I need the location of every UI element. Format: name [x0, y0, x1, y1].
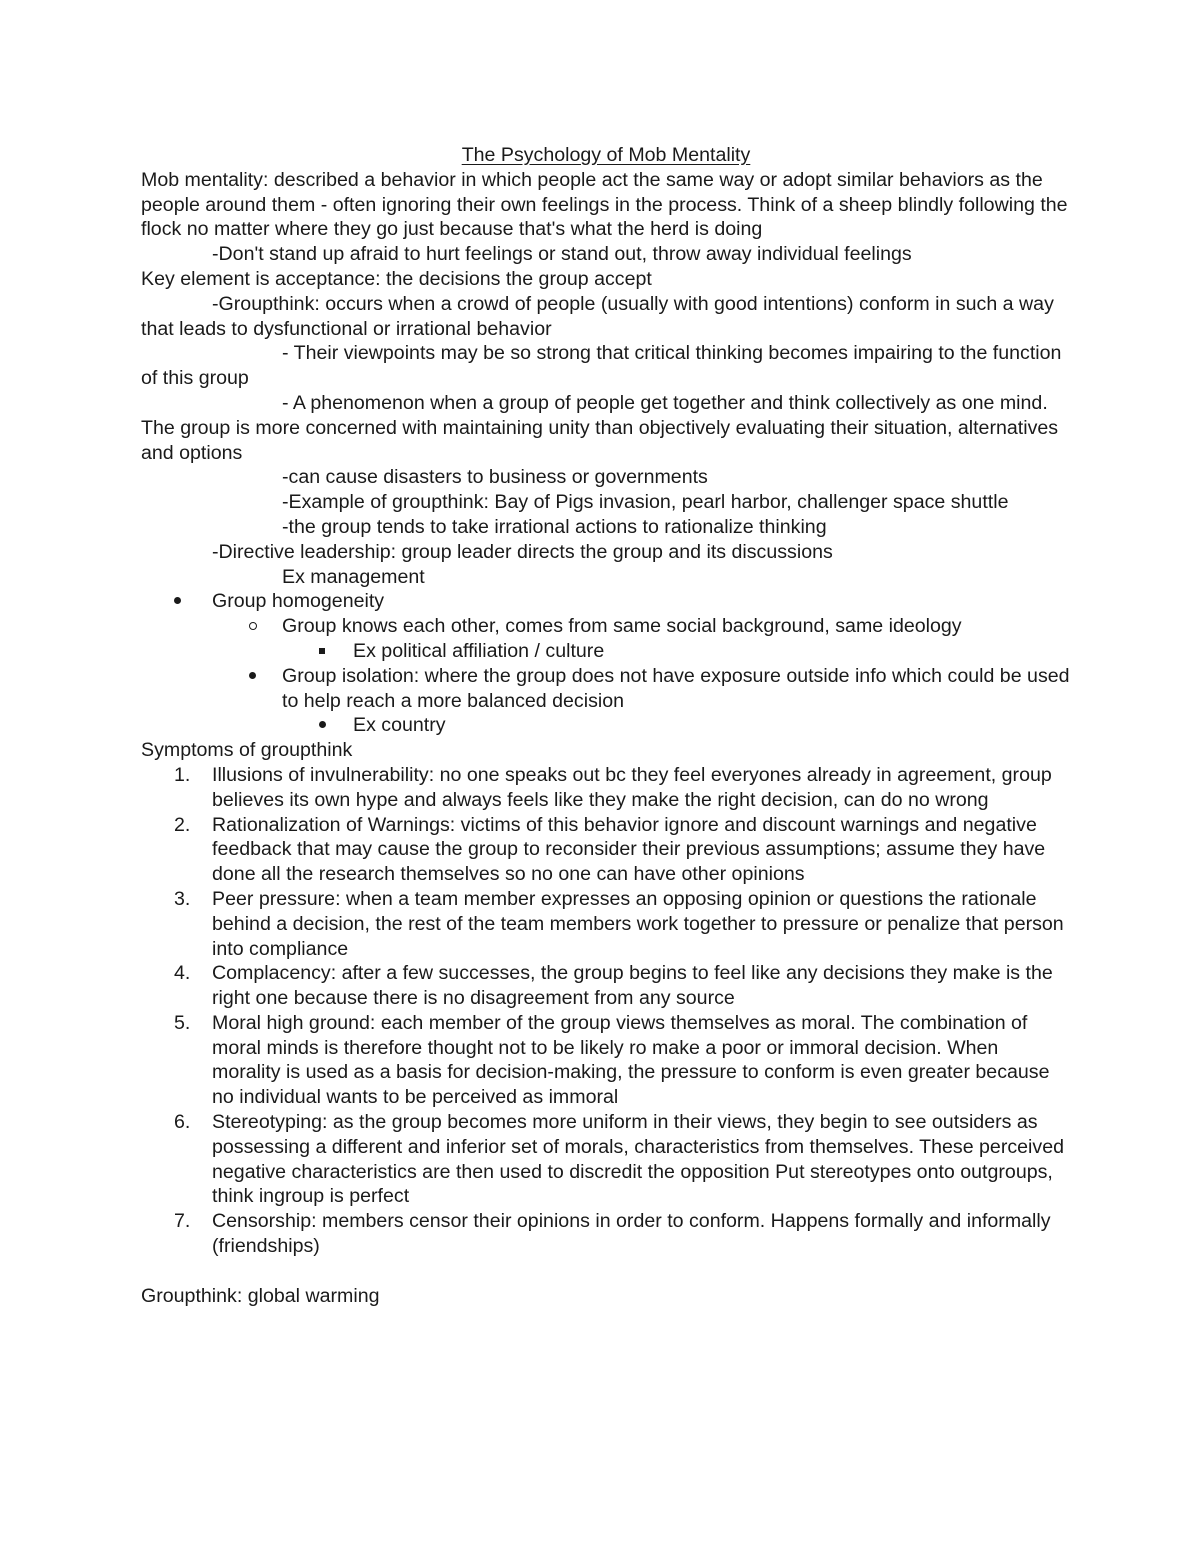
groupthink-point: - A phenomenon when a group of people get together and think collectively as one mind. The group is more concerned with maintaining unity than objectively evaluating their situation, alternatives and options	[141, 391, 1059, 464]
bullet-dot-icon	[174, 589, 181, 614]
symptoms-heading: Symptoms of groupthink	[141, 739, 353, 762]
intro-paragraph: Mob mentality: described a behavior in which people act the same way or adopt similar behaviors as the people around them - often ignoring their own feelings in the process. Think of a sheep blindly following the flock no matter where they go just because that's what the herd is doing	[141, 168, 1068, 241]
bullet-item	[141, 664, 1071, 714]
symptom-number: 7.	[174, 1210, 191, 1233]
directive-example: Ex management	[282, 565, 425, 588]
symptom-item	[141, 887, 1071, 961]
symptom-text: Complacency: after a few successes, the group begins to feel like any decisions they make is the right one because there is no disagreement from any source	[212, 962, 1053, 1010]
symptom-item	[141, 961, 1071, 1011]
symptom-item	[141, 1011, 1071, 1110]
blank-line	[141, 1259, 1071, 1284]
symptom-item	[141, 763, 1071, 813]
symptom-number: 5.	[174, 1011, 191, 1034]
note-dont-stand: -Don't stand up afraid to hurt feelings or stand out, throw away individual feelings	[212, 243, 912, 266]
symptom-item	[141, 813, 1071, 887]
bullet-item	[141, 639, 1071, 664]
key-element-line: Key element is acceptance: the decisions the group accept	[141, 267, 652, 290]
symptom-number: 6.	[174, 1111, 191, 1134]
groupthink-point: -the group tends to take irrational actions to rationalize thinking	[282, 515, 827, 538]
symptom-number: 1.	[174, 763, 191, 786]
symptom-number: 2.	[174, 813, 191, 836]
page-title: The Psychology of Mob Mentality	[461, 144, 751, 166]
groupthink-point: -Example of groupthink: Bay of Pigs invasion, pearl harbor, challenger space shuttle	[282, 491, 1009, 514]
symptom-text: Stereotyping: as the group becomes more uniform in their views, they begin to see outsiders as possessing a different and inferior set of morals, characteristics from themselves. These perceived negative characteristics are then used to discredit the opposition Put stereotypes onto outgroups, think ingroup is perfect	[212, 1111, 1064, 1208]
groupthink-point: -can cause disasters to business or governments	[282, 466, 708, 489]
bullet-square-icon	[319, 639, 325, 664]
document-page	[141, 143, 1071, 1308]
bullet-item	[141, 614, 1071, 639]
groupthink-point: - Their viewpoints may be so strong that critical thinking becomes impairing to the function of this group	[141, 342, 1062, 390]
groupthink-definition: -Groupthink: occurs when a crowd of people (usually with good intentions) conform in such a way that leads to dysfunctional or irrational behavior	[141, 292, 1054, 340]
directive-leadership: -Directive leadership: group leader directs the group and its discussions	[212, 540, 833, 563]
bullet-dot-icon	[319, 713, 326, 738]
bullet-text: Group isolation: where the group does not have exposure outside info which could be used to help reach a more balanced decision	[282, 664, 1070, 712]
symptom-text: Censorship: members censor their opinions in order to conform. Happens formally and informally (friendships)	[212, 1210, 1051, 1258]
bullet-item	[141, 589, 1071, 614]
symptom-text: Moral high ground: each member of the group views themselves as moral. The combination of moral minds is therefore thought not to be likely ro make a poor or immoral decision. When morality is used as a basis for decision-making, the pressure to conform is even greater because no individual wants to be perceived as immoral	[212, 1011, 1050, 1109]
bullet-circle-icon	[249, 614, 257, 639]
bullet-item	[141, 713, 1071, 738]
symptom-number: 4.	[174, 962, 191, 985]
bullet-text: Ex political affiliation / culture	[353, 639, 605, 662]
symptom-item	[141, 1110, 1071, 1209]
bullet-dot-icon	[249, 664, 256, 689]
closing-line: Groupthink: global warming	[141, 1284, 380, 1307]
bullet-text: Group homogeneity	[212, 590, 385, 613]
symptom-item	[141, 1209, 1071, 1259]
symptom-text: Illusions of invulnerability: no one speaks out bc they feel everyones already in agreement, group believes its own hype and always feels like they make the right decision, can do no wrong	[212, 763, 1052, 811]
symptom-number: 3.	[174, 887, 191, 910]
bullet-text: Ex country	[353, 714, 446, 737]
symptom-text: Peer pressure: when a team member expresses an opposing opinion or questions the rationale behind a decision, the rest of the team members work together to pressure or penalize that person into compliance	[212, 887, 1064, 960]
symptom-text: Rationalization of Warnings: victims of this behavior ignore and discount warnings and negative feedback that may cause the group to reconsider their previous assumptions; assume they have done all the research themselves so no one can have other opinions	[212, 813, 1046, 886]
bullet-text: Group knows each other, comes from same social background, same ideology	[282, 615, 962, 638]
